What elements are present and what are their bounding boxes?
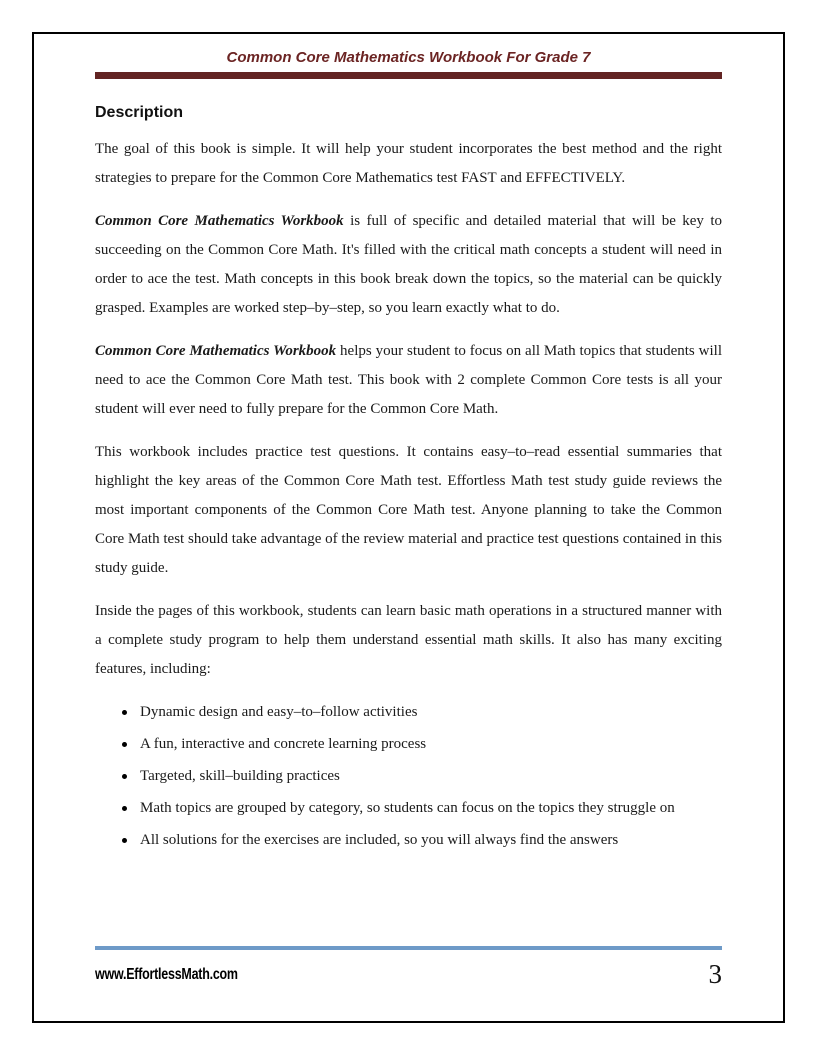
list-item-text: A fun, interactive and concrete learning process [140, 736, 427, 752]
section-heading: Description [95, 104, 184, 121]
page-number: 3 [708, 959, 722, 989]
paragraph-5 [95, 597, 722, 684]
features-list [95, 698, 722, 854]
list-item-text: Math topics are grouped by category, so students can focus on the topics they struggle on [140, 800, 675, 816]
footer-rule [95, 946, 722, 950]
list-item [122, 826, 722, 854]
list-item [122, 794, 722, 822]
list-item [122, 698, 722, 726]
page-footer [95, 946, 722, 990]
bullet-icon [122, 806, 127, 811]
paragraph-4-text: This workbook includes practice test questions. It contains easy–to–read essential summaries that highlight the key areas of the Common Core Math test. Effortless Math test study guide reviews the most important components of the Common Core Math test. Anyone planning to take the Common Core Math test should take advantage of the review material and practice test questions contained in this study guide. [95, 444, 722, 576]
list-item [122, 730, 722, 758]
paragraph-1 [95, 135, 722, 193]
footer-row [95, 959, 722, 990]
list-item-text: Targeted, skill–building practices [140, 768, 340, 784]
paragraph-3-lead: Common Core Mathematics Workbook [95, 343, 337, 359]
bullet-icon [122, 742, 127, 747]
bullet-icon [122, 838, 127, 843]
list-item [122, 762, 722, 790]
paragraph-2-lead: Common Core Mathematics Workbook [95, 213, 344, 229]
paragraph-1-text: The goal of this book is simple. It will help your student incorporates the best method and the right strategies to prepare for the Common Core Mathematics test FAST and EFFECTIVELY. [95, 141, 722, 186]
header-rule [95, 72, 722, 79]
running-header [95, 34, 722, 79]
bullet-icon [122, 774, 127, 779]
page-content [95, 34, 722, 858]
paragraph-4 [95, 438, 722, 583]
paragraph-5-text: Inside the pages of this workbook, students can learn basic math operations in a structured manner with a complete study program to help them understand essential math skills. It also has many exciting features, including: [95, 603, 722, 677]
paragraph-3-text: helps your student to focus on all Math topics that students will need to ace the Common Core Math test. This book with 2 complete Common Core tests is all your student will ever need to fully prepare for the Common Core Math. [95, 343, 722, 417]
page-border [32, 32, 785, 1023]
list-item-text: Dynamic design and easy–to–follow activities [140, 704, 418, 720]
paragraph-2 [95, 207, 722, 323]
list-item-text: All solutions for the exercises are included, so you will always find the answers [140, 832, 619, 848]
running-header-title: Common Core Mathematics Workbook For Grade 7 [226, 49, 591, 66]
footer-website: www.EffortlessMath.com [95, 965, 238, 983]
paragraph-2-text: is full of specific and detailed material that will be key to succeeding on the Common Core Math. It's filled with the critical math concepts a student will need in order to ace the test. Math concepts in this book break down the topics, so the material can be quickly grasped. Examples are worked step–by–step, so you learn exactly what to do. [95, 213, 722, 316]
paragraph-3 [95, 337, 722, 424]
bullet-icon [122, 710, 127, 715]
